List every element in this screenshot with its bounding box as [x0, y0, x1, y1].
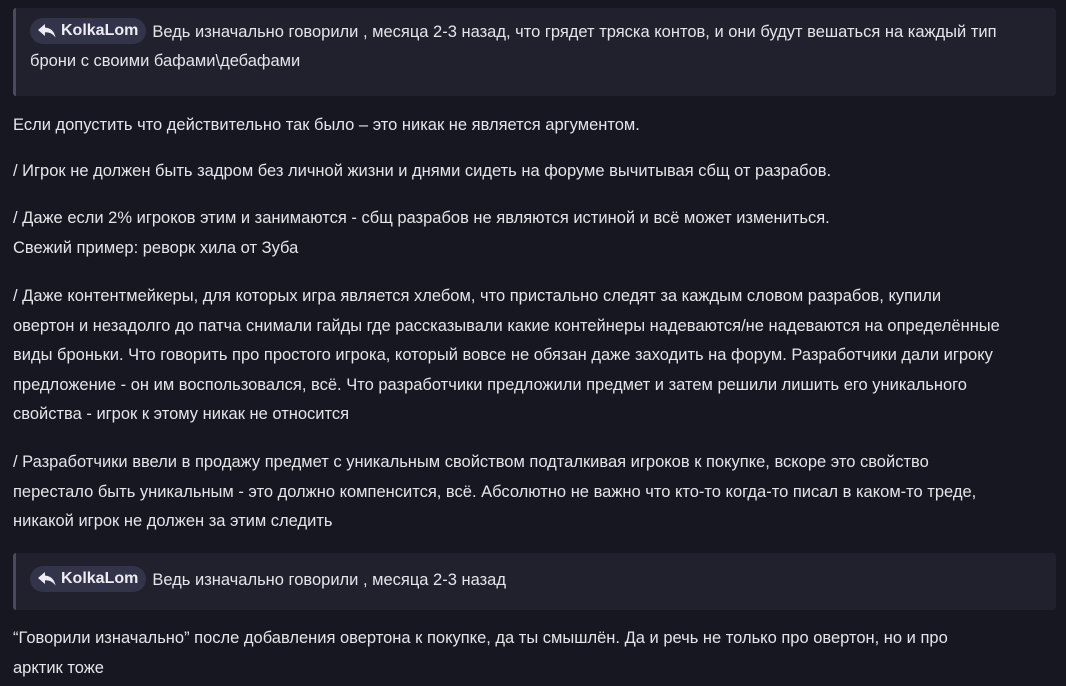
paragraph-line: / Игрок не должен быть задром без личной жизни и днями сидеть на форуме вычитывая сбщ от разрабов. [13, 162, 832, 180]
post-paragraph [13, 282, 1058, 430]
reply-arrow-icon [37, 23, 57, 39]
quote-author-name: KolkaLom [61, 21, 139, 39]
quote-author-name: KolkaLom [61, 569, 139, 587]
reply-arrow-icon [37, 571, 57, 587]
post-paragraph [13, 448, 1058, 537]
post-paragraph [13, 204, 1058, 263]
paragraph-line: Если допустить что действительно так было – это никак не является аргументом. [13, 116, 640, 134]
paragraph-line: / Разработчики ввели в продажу предмет с уникальным свойством подталкивая игроков к покупке, вскоре это свойство [13, 453, 929, 471]
paragraph-line: перестало быть уникальным - это должно компенсится, всё. Абсолютно не важно что кто-то когда-то писал в каком-то треде, [13, 482, 977, 501]
paragraph-line: овертон и незадолго до патча снимали гайды где рассказывали какие контейнеры надеваются/не надеваются на определённые [13, 316, 1000, 335]
quote-text-line: Ведь изначально говорили , месяца 2-3 назад, что грядет тряска контов, и они будут вешаться на каждый тип [152, 23, 997, 41]
paragraph-line: арктик тоже [13, 658, 104, 677]
post-paragraph [13, 624, 1058, 683]
paragraph-line: “Говорили изначально” после добавления овертона к покупке, да ты смышлён. Да и речь не только про овертон, но и про [13, 629, 948, 647]
paragraph-line: / Даже если 2% игроков этим и занимаются - сбщ разрабов не являются истиной и всё может измениться. [13, 209, 830, 227]
post-paragraph [13, 157, 1058, 187]
paragraph-line: Свежий пример: реворк хила от Зуба [13, 238, 299, 257]
paragraph-line: никакой игрок не должен за этим следить [13, 512, 333, 530]
paragraph-line: / Даже контентмейкеры, для которых игра является хлебом, что пристально следят за каждым словом разрабов, купили [13, 287, 942, 305]
quote-author-mention[interactable] [30, 566, 146, 592]
post-paragraph [13, 111, 1058, 141]
paragraph-line: предложение - он им воспользовался, всё. Что разработчики предложили предмет и затем решили лишить его уникального [13, 375, 967, 394]
paragraph-line: свойства - игрок к этому никак не относится [13, 405, 350, 423]
paragraph-line: виды броньки. Что говорить про простого игрока, который вовсе не обязан даже заходить на форум. Разработчики дали игроку [13, 346, 993, 364]
quote-block [13, 8, 1056, 96]
quote-block [13, 553, 1056, 610]
quote-author-mention[interactable] [30, 18, 146, 44]
quote-text-line: Ведь изначально говорили , месяца 2-3 назад [152, 571, 506, 589]
quote-text-line: брони с своими бафами\дебафами [30, 52, 301, 70]
